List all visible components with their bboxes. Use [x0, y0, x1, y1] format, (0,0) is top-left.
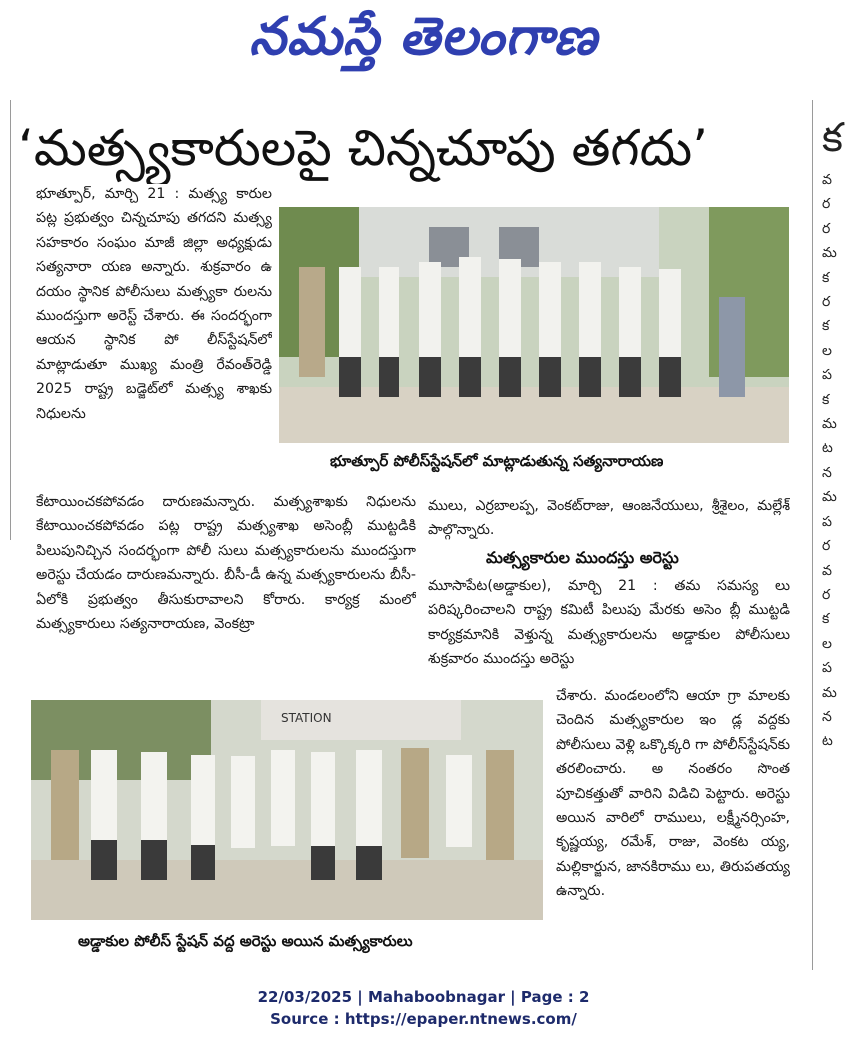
- photo-scene-2: [31, 700, 543, 920]
- adjacent-article-fragment: క వ ర ర మ క ర క ల ప క మ ట న మ ప ర వ ర క ల ప మ న ట: [822, 115, 843, 750]
- article-body-mid: ములు, ఎర్రబాలప్ప, వెంకట్‌రాజు, ఆంజనేయులు, శ్రీశైలం, మల్లేశ్‌ పాల్గొన్నారు.: [428, 498, 790, 539]
- footer-source-link[interactable]: Source : https://epaper.ntnews.com/: [270, 1010, 577, 1028]
- photo2-caption: అడ్డాకుల పోలీస్‌ స్టేషన్‌ వద్ద అరెస్టు అయిన మత్స్యకారులు: [78, 932, 413, 950]
- left-column-rule: [10, 100, 11, 540]
- footer-date-edition: 22/03/2025 | Mahaboobnagar | Page : 2: [257, 988, 590, 1006]
- photo2-sign: STATION: [281, 711, 332, 725]
- article-body-wide: కేటాయించకపోవడం దారుణమన్నారు. మత్స్యశాఖకు నిధులను కేటాయించకపోవడం పట్ల రాష్ట్ర మత్స్యశాఖ అసెంబ్లీ ముట్టడికి పిలుపునిచ్చిన సందర్భంగా పోలీ సులు మత్స్యకారులను ముందస్తుగా అరెస్టు చేయడం దారుణమన్నారు. బీసీ-డీ ఉన్న మత్స్యకారులను బీసీ- ఏలోకి ప్రభుత్వం తీసుకురావాలని కోరారు. కార్యక్ర మంలో మత్స్యకారులు సత్యనారాయణ, వెంకట్రా: [36, 494, 416, 633]
- masthead: [0, 0, 847, 80]
- article2-body-top: మూసాపేట(అడ్డాకుల), మార్చి 21 : తమ సమస్య లు పరిష్కరించాలని రాష్ట్ర కమిటీ పిలుపు మేరకు అసెం బ్లీ ముట్టడి కార్యక్రమానికి వెళ్తున్న మత్స్యకారులను అడ్డాకుల పోలీసులు శుక్రవారం ముందస్తు అరెస్టు: [428, 578, 790, 668]
- masthead-logo: నమస్తే తెలంగాణ: [249, 7, 598, 67]
- right-column-rule: [812, 100, 813, 970]
- article-headline: ‘మత్స్యకారులపై చిన్నచూపు తగదు’: [18, 119, 709, 177]
- article-body-left: భూత్పూర్‌, మార్చి 21 : మత్స్య కారుల పట్ల ప్రభుత్వం చిన్నచూపు తగదని మత్స్య సహకారం సంఘం మాజీ జిల్లా అధ్యక్షుడు సత్యనారా యణ అన్నారు. శుక్రవారం ఉ దయం స్థానిక పోలీసులు మత్స్యకా రులను ముందస్తుగా అరెస్ట్‌ చేశారు. ఈ సందర్భంగా ఆయన స్థానిక పో లీస్‌స్టేషన్‌లో మాట్లాడుతూ ముఖ్య మంత్రి రేవంత్‌రెడ్డి 2025 రాష్ట్ర బడ్జెట్‌లో మత్స్య శాఖకు నిధులను: [36, 186, 272, 422]
- photo-police-station-speech: [279, 207, 789, 443]
- photo-scene-1: [279, 207, 789, 443]
- photo-arrested-fishermen: [31, 700, 543, 920]
- article2-subhead: మత్స్యకారుల ముందస్తు అరెస్టు: [486, 548, 679, 567]
- article2-body-right: చేశారు. మండలంలోని ఆయా గ్రా మాలకు చెందిన మత్స్యకారుల ఇం డ్ల వద్దకు పోలీసులు వెళ్లి ఒక్కొక్కరి గా పోలీస్‌స్టేషన్‌కు తరలించారు. అ నంతరం సొంత పూచికత్తుతో వారిని విడిచి పెట్టారు. అరెస్టు అయిన వారిలో రాములు, లక్ష్మీనర్సింహ, కృష్ణయ్య, రమేశ్‌, రాజు, వెంకట య్య, మల్లికార్జున, జానకిరాము లు, తిరుపతయ్య ఉన్నారు.: [556, 688, 790, 900]
- photo1-caption: భూత్పూర్‌ పోలీస్‌స్టేషన్‌లో మాట్లాడుతున్న సత్యనారాయణ: [330, 452, 664, 470]
